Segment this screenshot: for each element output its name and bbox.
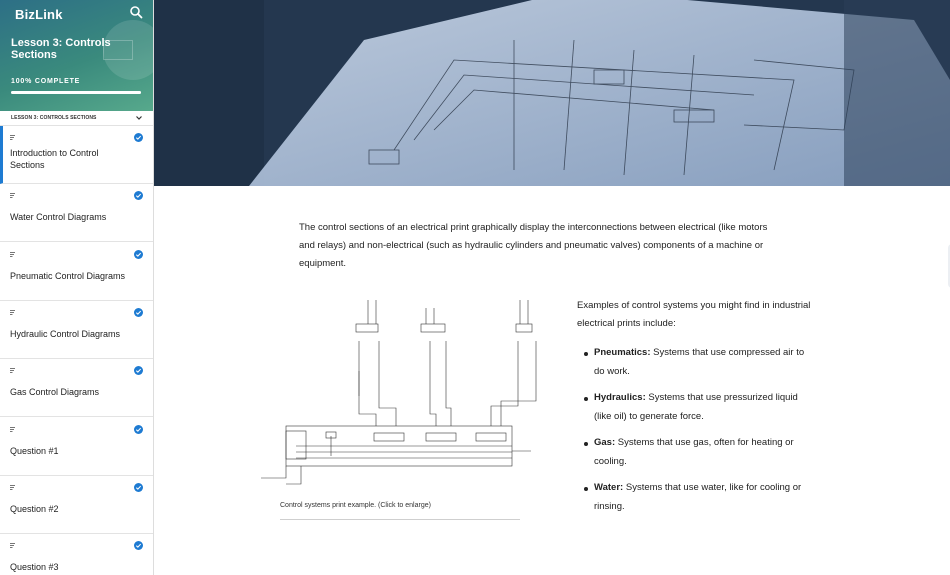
example-item [584, 389, 814, 426]
example-description: Systems that use gas, often for heating or cooling. [594, 437, 794, 467]
progress-label: 100% COMPLETE [11, 78, 81, 85]
diagram-caption: Control systems print example. (Click to enlarge) [280, 502, 431, 509]
example-item [584, 479, 814, 516]
brand-logo[interactable]: BizLink [15, 7, 63, 22]
example-description: Systems that use water, like for cooling or rinsing. [594, 482, 802, 512]
example-description: Systems that use compressed air to do work. [594, 347, 805, 377]
examples-list [584, 344, 814, 524]
check-circle-icon [134, 483, 143, 492]
lesson-item[interactable] [0, 534, 153, 575]
lesson-item-label: Gas Control Diagrams [10, 387, 100, 398]
check-circle-icon [134, 425, 143, 434]
lesson-item-label: Hydraulic Control Diagrams [10, 328, 121, 339]
lesson-item[interactable] [0, 301, 153, 359]
example-item [584, 434, 814, 471]
search-icon[interactable] [129, 5, 143, 19]
blueprint-illustration [154, 0, 950, 186]
example-term: Hydraulics: [594, 392, 646, 403]
lesson-item[interactable] [0, 184, 153, 242]
text-lesson-icon [10, 252, 16, 257]
lesson-item-label: Question #2 [10, 503, 59, 514]
bullet-dot [584, 397, 588, 401]
lesson-item[interactable] [0, 476, 153, 534]
lesson-item-label: Water Control Diagrams [10, 212, 107, 223]
text-lesson-icon [10, 368, 16, 373]
check-circle-icon [134, 191, 143, 200]
lesson-title: Lesson 3: Controls Sections [11, 37, 111, 61]
lesson-item[interactable] [0, 418, 153, 476]
check-circle-icon [134, 308, 143, 317]
section-label: LESSON 3: CONTROLS SECTIONS [11, 115, 97, 121]
example-description: Systems that use pressurized liquid (like oil) to generate force. [594, 392, 798, 422]
bullet-dot [584, 352, 588, 356]
lesson-item-label: Introduction to Control Sections [10, 148, 99, 170]
lesson-item-label: Question #3 [10, 562, 59, 573]
example-term: Pneumatics: [594, 347, 651, 358]
check-circle-icon [134, 133, 143, 142]
text-lesson-icon [10, 427, 16, 432]
bullet-dot [584, 442, 588, 446]
check-circle-icon [134, 541, 143, 550]
bullet-dot [584, 487, 588, 491]
course-sidebar [0, 0, 154, 575]
progress-bar-fill [11, 91, 141, 94]
text-lesson-icon [10, 135, 16, 140]
example-item [584, 344, 814, 381]
example-term: Water: [594, 482, 624, 493]
chevron-down-icon[interactable] [135, 114, 143, 122]
text-lesson-icon [10, 543, 16, 548]
lesson-item-label: Pneumatic Control Diagrams [10, 270, 126, 281]
check-circle-icon [134, 366, 143, 375]
check-circle-icon [134, 250, 143, 259]
lesson-item[interactable] [0, 243, 153, 301]
progress-bar [11, 91, 141, 94]
hero-image [154, 0, 950, 186]
control-print-diagram[interactable] [256, 296, 546, 492]
sidebar-header [0, 0, 153, 111]
lesson-item-label: Question #1 [10, 445, 59, 456]
text-lesson-icon [10, 310, 16, 315]
lesson-item[interactable] [0, 126, 153, 184]
example-term: Gas: [594, 437, 616, 448]
intro-paragraph: The control sections of an electrical print graphically display the interconnections between electrical (like motors and relays) and non-electrical (such as hydraulic cylinders and pneumatic valves) components of a machine or equipment. [299, 222, 768, 269]
text-lesson-icon [10, 485, 16, 490]
lesson-item[interactable] [0, 359, 153, 417]
section-header[interactable] [0, 111, 153, 126]
text-lesson-icon [10, 193, 16, 198]
caption-divider [280, 519, 520, 520]
examples-intro: Examples of control systems you might find in industrial electrical prints include: [577, 300, 811, 329]
